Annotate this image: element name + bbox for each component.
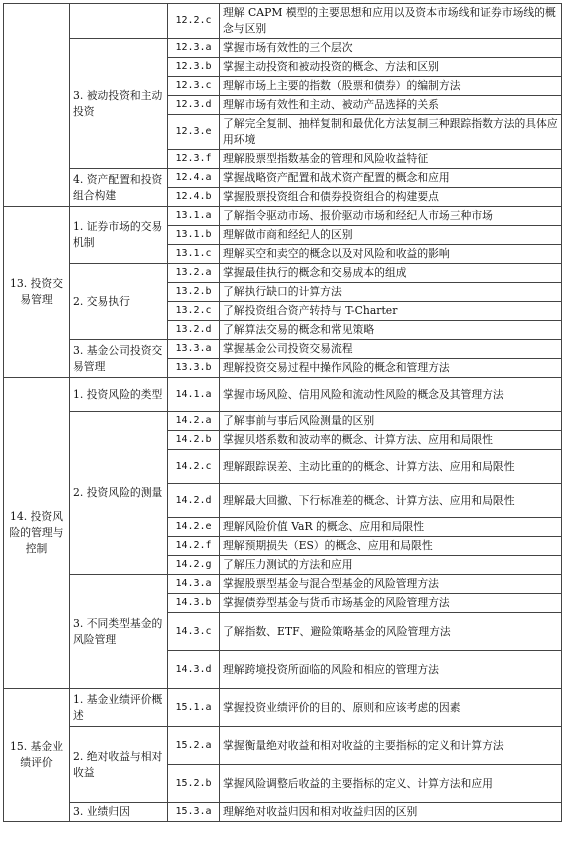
item-description: 掌握市场风险、信用风险和流动性风险的概念及其管理方法 — [220, 378, 562, 412]
section-cell: 3. 不同类型基金的风险管理 — [70, 575, 168, 689]
syllabus-table — [3, 3, 562, 822]
item-code: 14.2.e — [168, 518, 220, 537]
item-code: 12.4.b — [168, 188, 220, 207]
item-code: 14.2.d — [168, 484, 220, 518]
section-cell: 1. 基金业绩评价概述 — [70, 689, 168, 727]
item-description: 理解股票型指数基金的管理和风险收益特征 — [220, 150, 562, 169]
item-description: 掌握股票投资组合和债券投资组合的构建要点 — [220, 188, 562, 207]
item-code: 15.2.b — [168, 765, 220, 803]
item-code: 14.3.c — [168, 613, 220, 651]
item-code: 12.2.c — [168, 4, 220, 39]
item-code: 14.3.d — [168, 651, 220, 689]
chapter-cell: 14. 投资风险的管理与控制 — [4, 378, 70, 689]
table-row — [4, 689, 562, 727]
item-code: 12.3.d — [168, 96, 220, 115]
item-description: 理解买空和卖空的概念以及对风险和收益的影响 — [220, 245, 562, 264]
item-code: 13.2.c — [168, 302, 220, 321]
item-description: 了解压力测试的方法和应用 — [220, 556, 562, 575]
table-row — [4, 39, 562, 58]
item-description: 掌握债券型基金与货币市场基金的风险管理方法 — [220, 594, 562, 613]
section-cell: 1. 投资风险的类型 — [70, 378, 168, 412]
item-code: 14.2.g — [168, 556, 220, 575]
section-cell: 3. 被动投资和主动投资 — [70, 39, 168, 169]
table-row — [4, 575, 562, 594]
item-description: 了解完全复制、抽样复制和最优化方法复制三种跟踪指数方法的具体应用环境 — [220, 115, 562, 150]
item-code: 14.2.f — [168, 537, 220, 556]
item-description: 理解投资交易过程中操作风险的概念和管理方法 — [220, 359, 562, 378]
item-description: 理解风险价值 VaR 的概念、应用和局限性 — [220, 518, 562, 537]
item-description: 理解跟踪误差、主动比重的的概念、计算方法、应用和局限性 — [220, 450, 562, 484]
table-row — [4, 727, 562, 765]
item-code: 13.2.b — [168, 283, 220, 302]
item-code: 14.3.b — [168, 594, 220, 613]
item-description: 了解指令驱动市场、报价驱动市场和经纪人市场三种市场 — [220, 207, 562, 226]
item-code: 14.2.b — [168, 431, 220, 450]
item-code: 13.2.d — [168, 321, 220, 340]
item-description: 掌握最佳执行的概念和交易成本的组成 — [220, 264, 562, 283]
item-description: 掌握贝塔系数和波动率的概念、计算方法、应用和局限性 — [220, 431, 562, 450]
section-cell: 3. 基金公司投资交易管理 — [70, 340, 168, 378]
item-description: 理解绝对收益归因和相对收益归因的区别 — [220, 803, 562, 822]
table-row — [4, 169, 562, 188]
chapter-cell: 13. 投资交易管理 — [4, 207, 70, 378]
item-code: 14.2.a — [168, 412, 220, 431]
item-code: 12.3.e — [168, 115, 220, 150]
table-row — [4, 264, 562, 283]
table-row — [4, 412, 562, 431]
item-description: 理解预期损失（ES）的概念、应用和局限性 — [220, 537, 562, 556]
item-code: 13.1.a — [168, 207, 220, 226]
item-code: 14.1.a — [168, 378, 220, 412]
item-code: 13.3.a — [168, 340, 220, 359]
table-row — [4, 803, 562, 822]
item-code: 12.3.b — [168, 58, 220, 77]
item-description: 掌握衡量绝对收益和相对收益的主要指标的定义和计算方法 — [220, 727, 562, 765]
table-row — [4, 340, 562, 359]
item-description: 理解做市商和经纪人的区别 — [220, 226, 562, 245]
item-description: 理解市场有效性和主动、被动产品选择的关系 — [220, 96, 562, 115]
item-description: 掌握战略资产配置和战术资产配置的概念和应用 — [220, 169, 562, 188]
item-description: 了解事前与事后风险测量的区别 — [220, 412, 562, 431]
section-cell: 4. 资产配置和投资组合构建 — [70, 169, 168, 207]
item-code: 12.4.a — [168, 169, 220, 188]
item-description: 理解跨境投资所面临的风险和相应的管理方法 — [220, 651, 562, 689]
table-row — [4, 378, 562, 412]
table-row — [4, 4, 562, 39]
table-row — [4, 207, 562, 226]
item-code: 13.3.b — [168, 359, 220, 378]
item-description: 了解指数、ETF、避险策略基金的风险管理方法 — [220, 613, 562, 651]
item-code: 14.2.c — [168, 450, 220, 484]
item-description: 理解最大回撤、下行标准差的概念、计算方法、应用和局限性 — [220, 484, 562, 518]
item-description: 理解市场上主要的指数（股票和债券）的编制方法 — [220, 77, 562, 96]
item-description: 了解执行缺口的计算方法 — [220, 283, 562, 302]
section-cell — [70, 4, 168, 39]
section-cell: 2. 投资风险的测量 — [70, 412, 168, 575]
item-code: 12.3.f — [168, 150, 220, 169]
item-code: 12.3.c — [168, 77, 220, 96]
item-description: 掌握投资业绩评价的目的、原则和应该考虑的因素 — [220, 689, 562, 727]
section-cell: 2. 交易执行 — [70, 264, 168, 340]
item-code: 15.2.a — [168, 727, 220, 765]
chapter-cell: 15. 基金业绩评价 — [4, 689, 70, 822]
item-description: 了解算法交易的概念和常见策略 — [220, 321, 562, 340]
item-description: 掌握风险调整后收益的主要指标的定义、计算方法和应用 — [220, 765, 562, 803]
section-cell: 2. 绝对收益与相对收益 — [70, 727, 168, 803]
item-code: 14.3.a — [168, 575, 220, 594]
item-description: 掌握主动投资和被动投资的概念、方法和区别 — [220, 58, 562, 77]
item-description: 掌握基金公司投资交易流程 — [220, 340, 562, 359]
chapter-cell — [4, 4, 70, 207]
item-code: 13.2.a — [168, 264, 220, 283]
item-description: 掌握股票型基金与混合型基金的风险管理方法 — [220, 575, 562, 594]
section-cell: 3. 业绩归因 — [70, 803, 168, 822]
item-code: 13.1.c — [168, 245, 220, 264]
item-description: 理解 CAPM 模型的主要思想和应用以及资本市场线和证券市场线的概念与区别 — [220, 4, 562, 39]
item-code: 15.1.a — [168, 689, 220, 727]
item-description: 了解投资组合资产转持与 T-Charter — [220, 302, 562, 321]
item-code: 13.1.b — [168, 226, 220, 245]
section-cell: 1. 证券市场的交易机制 — [70, 207, 168, 264]
item-code: 12.3.a — [168, 39, 220, 58]
item-description: 掌握市场有效性的三个层次 — [220, 39, 562, 58]
item-code: 15.3.a — [168, 803, 220, 822]
